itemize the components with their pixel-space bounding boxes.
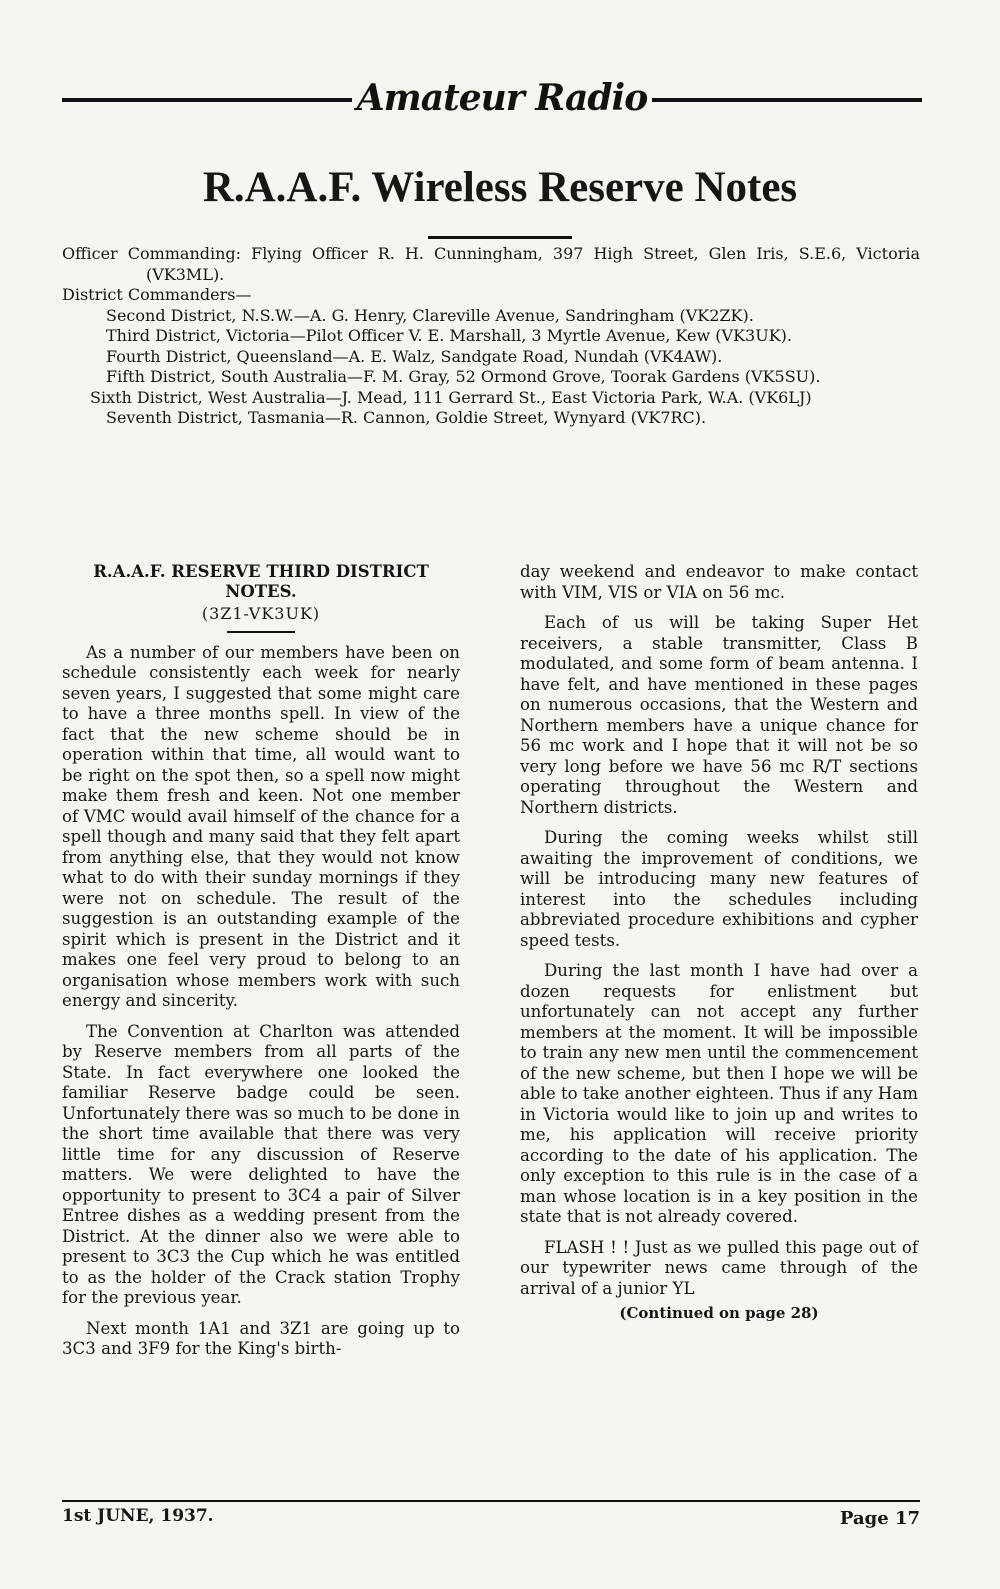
page-title: R.A.A.F. Wireless Reserve Notes — [202, 164, 798, 211]
article-paragraph: FLASH ! ! Just as we pulled this page out of our typewriter news came through of the arrival of a junior YL — [520, 1237, 918, 1298]
article-paragraph: day weekend and endeavor to make contact with VIM, VIS or VIA on 56 mc. — [520, 562, 918, 602]
district-entry-fourth: Fourth District, Queensland—A. E. Walz, Sandgate Road, Nundah (VK4AW). — [106, 346, 723, 366]
article-column-left — [62, 562, 460, 1370]
article-paragraph: During the coming weeks whilst still awaiting the improvement of conditions, we will be introducing many new features of interest into the schedules including abbreviated procedure exhibitions and cypher speed tests. — [520, 828, 918, 950]
district-entry-sixth: Sixth District, West Australia—J. Mead, 111 Gerrard St., East Victoria Park, W.A. (VK6LJ) — [90, 387, 812, 407]
page-number: Page 17 — [839, 1508, 920, 1529]
masthead-rule-left — [62, 98, 352, 102]
article-paragraph: Next month 1A1 and 3Z1 are going up to 3C3 and 3F9 for the King's birth- — [62, 1318, 460, 1358]
article-subheading: (3Z1-VK3UK) — [201, 604, 321, 623]
masthead — [62, 76, 922, 120]
masthead-logo: Amateur Radio — [356, 77, 648, 119]
title-divider — [428, 236, 572, 239]
issue-date: 1st JUNE, 1937. — [62, 1506, 214, 1526]
article-paragraph: As a number of our members have been on schedule consistently each week for nearly seven years, I suggested that some might care to have a three months spell. In view of the fact that the new scheme should be in operation within that time, all would want to be right on the spot then, so a spell now might make them fresh and keen. Not one member of VMC would avail himself of the chance for a spell though and many said that they felt apart from anything else, that they would not know what to do with their sunday mornings if they were not on schedule. The result of the suggestion is an outstanding example of the spirit which is present in the District and it makes one feel very proud to belong to an organisation whose members work with such energy and sincerity. — [62, 642, 460, 1010]
district-entry-seventh: Seventh District, Tasmania—R. Cannon, Goldie Street, Wynyard (VK7RC). — [106, 408, 707, 427]
masthead-rule-right — [652, 98, 922, 102]
article-divider — [227, 631, 295, 633]
article-paragraph: During the last month I have had over a dozen requests for enlistment but unfortunately can not accept any further members at the moment. It will be impossible to train any new men until the commencement of the new scheme, but then I hope we will be able to take another eighteen. Thus if any Ham in Victoria would like to join up and writes to me, his application will receive priority according to the date of his application. The only exception to this rule is in the case of a man whose location is in a key position in the state that is not already covered. — [520, 961, 918, 1226]
continued-note: (Continued on page 28) — [619, 1304, 819, 1322]
district-heading: District Commanders— — [62, 285, 252, 304]
officer-commanding: Officer Commanding: Flying Officer R. H. Cunningham, 397 High Street, Glen Iris, S.E.6, Victoria (VK3ML). — [62, 244, 920, 284]
district-entry-fifth: Fifth District, South Australia—F. M. Gray, 52 Ormond Grove, Toorak Gardens (VK5SU). — [106, 367, 821, 386]
article-column-right — [520, 562, 918, 1324]
article-paragraph: Each of us will be taking Super Het receivers, a stable transmitter, Class B modulated, and some form of beam antenna. I have felt, and have mentioned in these pages on numerous occasions, that the Western and Northern members have a unique chance for 56 mc work and I hope that it will not be so very long before we have 56 mc R/T sections operating throughout the Western and Northern districts. — [520, 613, 918, 817]
article-heading: R.A.A.F. RESERVE THIRD DISTRICT NOTES. — [93, 562, 429, 601]
commanders-directory — [62, 244, 920, 429]
article-paragraph: The Convention at Charlton was attended by Reserve members from all parts of the State. In fact everywhere one looked the familiar Reserve badge could be seen. Unfortunately there was so much to be done in the short time available that there was very little time for any discussion of Reserve matters. We were delighted to have the opportunity to present to 3C4 a pair of Silver Entree dishes as a wedding present from the District. At the dinner also we were able to present to 3C3 the Cup which he was entitled to as the holder of the Crack station Trophy for the previous year. — [62, 1021, 460, 1307]
district-entry-third: Third District, Victoria—Pilot Officer V. E. Marshall, 3 Myrtle Avenue, Kew (VK3UK). — [106, 326, 792, 345]
district-entry-second: Second District, N.S.W.—A. G. Henry, Clareville Avenue, Sandringham (VK2ZK). — [106, 305, 754, 325]
footer-divider — [62, 1500, 920, 1502]
